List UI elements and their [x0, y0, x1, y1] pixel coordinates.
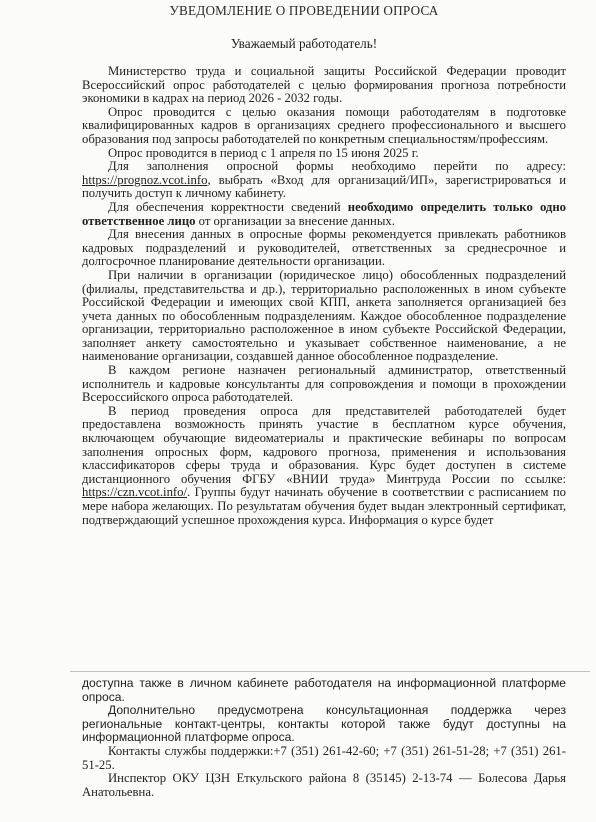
- paragraph-ministry: Министерство труда и социальной защиты Российской Федерации проводит Всероссийский опрос работодателей с целью формирования прогноза потребности экономики в кадрах на период 2026 - 2032 годы.: [82, 64, 566, 106]
- responsible-text-after: от организации за внесение данных.: [198, 213, 395, 228]
- paragraph-course-continued: доступна также в личном кабинете работодателя на информационной платформе опроса.: [82, 676, 566, 704]
- access-text: Для заполнения опросной формы необходимо перейти по адресу:: [108, 159, 566, 174]
- paragraph-period: Опрос проводится в период с 1 апреля по 15 июня 2025 г.: [108, 145, 419, 160]
- page-fold-line: [70, 671, 590, 672]
- paragraph-purpose: Опрос проводится с целью оказания помощи работодателям в подготовке квалифицированных кадров в организациях среднего профессионального и высшего образования под запросы работодателей по конкретным специальностям/профессиям.: [82, 104, 566, 146]
- course-text-after: . Группы будут начинать обучение в соответствии с расписанием по мере набора желающих. По результатам обучения будет выдан электронный сертификат, подтверждающий успешное прохождения курса. Информация о курсе будет: [82, 485, 566, 527]
- czn-link[interactable]: https://czn.vcot.info/: [82, 485, 188, 500]
- salutation: Уважаемый работодатель!: [230, 36, 378, 51]
- paragraph-regional: В каждом регионе назначен региональный администратор, ответственный исполнитель и кадровые консультанты для сопровождения и помощи в прохождении Всероссийского опроса работодателей.: [82, 363, 566, 405]
- paragraph-staff: Для внесения данных в опросные формы рекомендуется привлекать работников кадровых подразделений и руководителей, ответственных за среднесрочное и долгосрочное планирование деятельности организации.: [82, 227, 566, 269]
- paragraph-branches: При наличии в организации (юридическое лицо) обособленных подразделений (филиалы, представительства и др.), территориально расположенных в ином субъекте Российской Федерации и имеющих свой КПП, анкета заполняется организацией без учета данных по обособленным подразделениям. Каждое обособленное подразделение организации, территориально расположенное в ином субъекте Российской Федерации, заполняет анкету самостоятельно и указывает собственное наименование, а не наименование организации, создавшей данное обособленное подразделение.: [82, 267, 566, 364]
- course-text: В период проведения опроса для представителей работодателей будет предоставлена возможность принять участие в бесплатном курсе обучения, включающем обучающие видеоматериалы и практические вебинары по вопросам заполнения опросных форм, кадрового прогноза, применения и использования классификаторов сферы труда и образования. Курс будет доступен в системе дистанционного обучения ФГБУ «ВНИИ труда» Минтруда России по ссылке:: [82, 403, 566, 486]
- paragraph-access: [82, 160, 566, 201]
- document-lower-part: [82, 677, 566, 799]
- paragraph-course: [82, 405, 566, 527]
- access-text-after: , выбрать «Вход для организаций/ИП», зарегистрироваться и получить доступ к личному кабинету.: [82, 172, 566, 201]
- paragraph-responsible: [82, 201, 566, 228]
- responsible-emphasis: необходимо определить только одно ответственное лицо: [82, 199, 566, 228]
- responsible-text: Для обеспечения корректности сведений: [108, 199, 341, 214]
- paragraph-support-contacts: Контакты службы поддержки:+7 (351) 261-42-60; +7 (351) 261-51-28; +7 (351) 261-51-25.: [82, 743, 566, 772]
- document-title: УВЕДОМЛЕНИЕ О ПРОВЕДЕНИИ ОПРОСА: [169, 3, 439, 18]
- paragraph-consulting: Дополнительно предусмотрена консультационная поддержка через региональные контакт-центры, контакты которой также будут доступны на информационной платформе опроса.: [82, 703, 566, 745]
- paragraph-inspector: Инспектор ОКУ ЦЗН Еткульского района 8 (35145) 2-13-74 — Болесова Дарья Анатольевна.: [82, 771, 566, 799]
- prognoz-link[interactable]: https://prognoz.vcot.info: [82, 172, 208, 187]
